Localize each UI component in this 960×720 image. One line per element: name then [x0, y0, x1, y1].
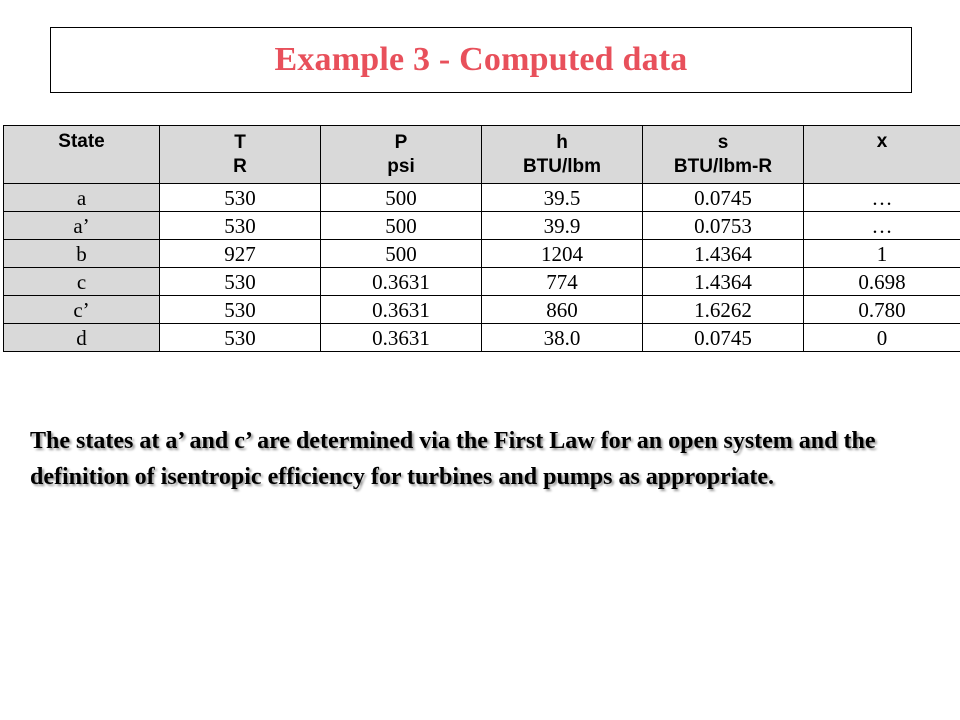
entropy-cell: 1.6262: [643, 296, 804, 324]
quality-cell: …: [804, 212, 960, 240]
entropy-cell: 0.0745: [643, 324, 804, 352]
entropy-cell: 0.0745: [643, 184, 804, 212]
temperature-cell: 530: [160, 324, 321, 352]
table-row: [4, 268, 960, 296]
quality-cell: 0.698: [804, 268, 960, 296]
pressure-cell: 0.3631: [321, 324, 482, 352]
quality-cell: 0.780: [804, 296, 960, 324]
slide-title: Example 3 - Computed data: [274, 41, 688, 78]
pressure-cell: 500: [321, 212, 482, 240]
entropy-cell: 0.0753: [643, 212, 804, 240]
pressure-cell: 0.3631: [321, 268, 482, 296]
pressure-cell: 0.3631: [321, 296, 482, 324]
pressure-cell: 500: [321, 184, 482, 212]
table-row: [4, 296, 960, 324]
temperature-cell: 530: [160, 268, 321, 296]
quality-cell: 0: [804, 324, 960, 352]
table-row: [4, 184, 960, 212]
entropy-cell: 1.4364: [643, 240, 804, 268]
header-cell-pressure: P psi: [321, 126, 482, 184]
table-header-row: [4, 126, 960, 184]
table-row: [4, 212, 960, 240]
quality-cell: …: [804, 184, 960, 212]
temperature-cell: 530: [160, 184, 321, 212]
enthalpy-cell: 774: [482, 268, 643, 296]
state-cell: a: [4, 184, 160, 212]
enthalpy-cell: 1204: [482, 240, 643, 268]
header-cell-temperature: T R: [160, 126, 321, 184]
temperature-cell: 530: [160, 296, 321, 324]
state-cell: c’: [4, 296, 160, 324]
temperature-cell: 927: [160, 240, 321, 268]
table-row: [4, 240, 960, 268]
state-cell: d: [4, 324, 160, 352]
state-cell: a’: [4, 212, 160, 240]
title-box: [50, 27, 912, 93]
state-cell: c: [4, 268, 160, 296]
state-cell: b: [4, 240, 160, 268]
temperature-cell: 530: [160, 212, 321, 240]
header-cell-state: State: [4, 126, 160, 184]
computed-data-table: [3, 125, 960, 352]
enthalpy-cell: 38.0: [482, 324, 643, 352]
entropy-cell: 1.4364: [643, 268, 804, 296]
table-row: [4, 324, 960, 352]
enthalpy-cell: 39.5: [482, 184, 643, 212]
enthalpy-cell: 39.9: [482, 212, 643, 240]
enthalpy-cell: 860: [482, 296, 643, 324]
header-cell-quality: x: [804, 126, 960, 184]
header-cell-entropy: s BTU/lbm-R: [643, 126, 804, 184]
header-cell-enthalpy: h BTU/lbm: [482, 126, 643, 184]
quality-cell: 1: [804, 240, 960, 268]
explanation-paragraph: The states at a’ and c’ are determined via the First Law for an open system and the definition of isentropic efficiency for turbines and pumps as appropriate.: [30, 428, 876, 490]
pressure-cell: 500: [321, 240, 482, 268]
